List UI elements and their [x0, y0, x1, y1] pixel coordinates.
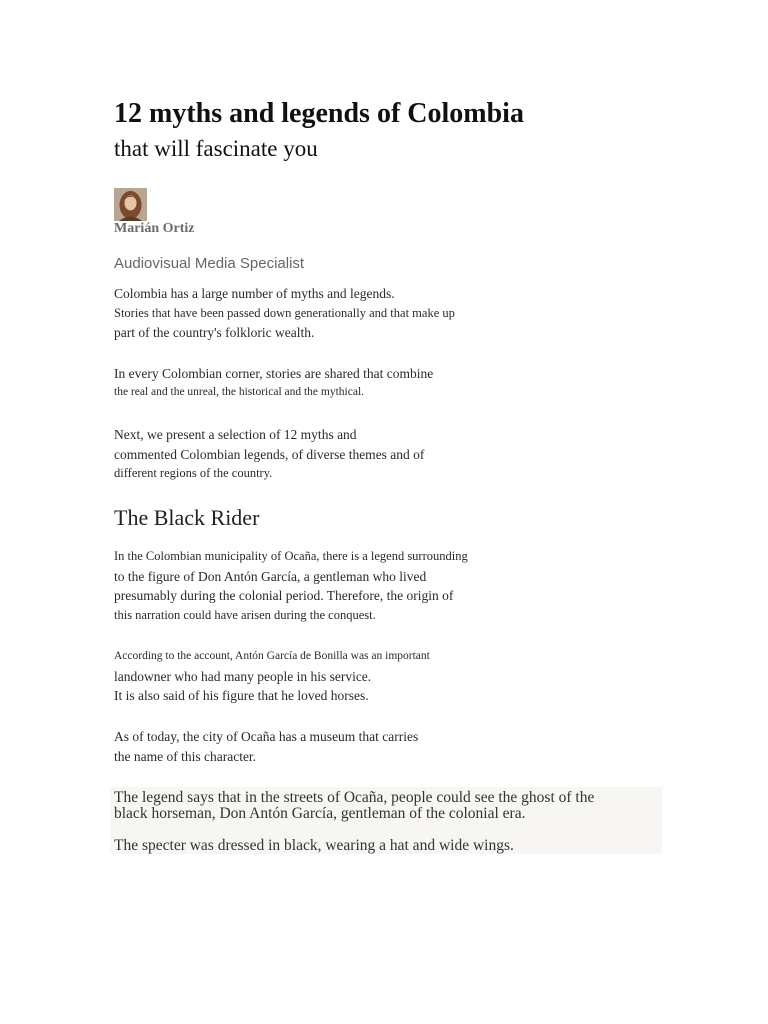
text-line: commented Colombian legends, of diverse themes and of — [114, 446, 425, 462]
text-line: As of today, the city of Ocaña has a museum that carries — [114, 729, 419, 744]
text-line: According to the account, Antón García de Bonilla was an important — [114, 650, 430, 662]
text-line: Stories that have been passed down generationally and that make up — [114, 305, 455, 320]
section-heading: The Black Rider — [114, 505, 260, 530]
section-paragraph-3 — [114, 727, 418, 766]
text-line: In every Colombian corner, stories are shared that combine — [114, 366, 434, 381]
text-line: the real and the unreal, the historical and the mythical. — [114, 385, 365, 398]
intro-paragraph-3 — [114, 425, 424, 484]
section-paragraph-1 — [114, 547, 468, 625]
quote-line: The specter was dressed in black, wearing a hat and wide wings. — [114, 837, 514, 854]
article-subtitle: that will fascinate you — [114, 136, 318, 161]
text-line: Colombia has a large number of myths and legends. — [114, 286, 395, 301]
text-line: the name of this character. — [114, 748, 257, 764]
text-line: to the figure of Don Antón García, a gentleman who lived — [114, 568, 427, 584]
text-line: part of the country's folkloric wealth. — [114, 325, 315, 340]
legend-quote-block — [110, 787, 662, 854]
intro-paragraph-2 — [114, 364, 433, 401]
text-line: presumably during the colonial period. Therefore, the origin of — [114, 588, 454, 603]
section-paragraph-2 — [114, 647, 430, 706]
quote-line: The legend says that in the streets of Ocaña, people could see the ghost of the — [114, 789, 595, 806]
text-line: In the Colombian municipality of Ocaña, there is a legend surrounding — [114, 549, 468, 563]
text-line: Next, we present a selection of 12 myths and — [114, 427, 357, 442]
author-role: Audiovisual Media Specialist — [114, 255, 305, 272]
author-avatar[interactable] — [114, 188, 147, 221]
article-title: 12 myths and legends of Colombia — [114, 98, 524, 129]
text-line: this narration could have arisen during the conquest. — [114, 607, 376, 622]
intro-paragraph-1 — [114, 284, 455, 343]
text-line: It is also said of his figure that he loved horses. — [114, 688, 369, 703]
quote-line: black horseman, Don Antón García, gentleman of the colonial era. — [114, 805, 526, 822]
author-name[interactable]: Marián Ortiz — [114, 221, 195, 236]
text-line: different regions of the country. — [114, 466, 273, 480]
text-line: landowner who had many people in his service. — [114, 668, 372, 684]
